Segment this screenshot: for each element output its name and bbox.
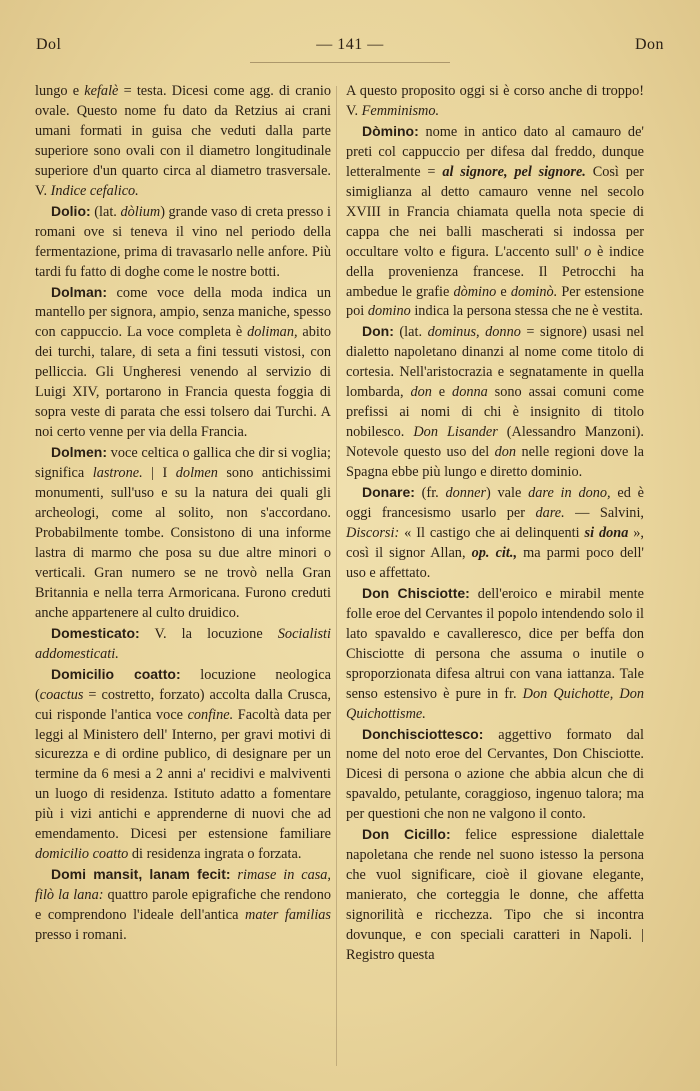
body-text: nome in antico dato al camauro de' preti col cappuccio per difesa dal freddo, dunque letteralmente = [346, 123, 644, 180]
entry-headword: Dòmino: [362, 122, 419, 139]
dictionary-entry [35, 865, 331, 946]
header-left-guide-word: Dol [36, 36, 62, 53]
emphasized-text: dolmen [175, 465, 218, 482]
dictionary-entry [35, 443, 331, 624]
entry-headword: Dolmen: [51, 444, 107, 461]
body-text: A questo proposito oggi si è corso anche di troppo! V. [346, 83, 644, 119]
page-number: — 141 — [316, 36, 384, 53]
body-text: », così il signor Allan, [346, 524, 644, 561]
body-text: e [431, 384, 453, 401]
header-rule [250, 62, 450, 63]
left-column [35, 82, 331, 946]
body-text: « Il castigo che ai delinquenti [399, 524, 585, 541]
entry-headword: Don Cicillo: [362, 826, 451, 843]
body-text: ) vale [486, 485, 529, 502]
body-text: è indice della provenienza francese. Il Petrocchi ha ambedue le grafie [346, 243, 644, 300]
body-text: = costretto, forzato) accolta dalla Crusca, cui risponde l'antica voce [35, 686, 331, 723]
body-text: (Alessandro Manzoni). Notevole questo uso del [346, 424, 645, 461]
dictionary-entry [35, 202, 331, 283]
emphasized-text: dòmino [453, 283, 497, 300]
body-text: Così per simiglianza al detto camauro venne nel secolo XVIII in Francia chiamata quella nota specie di cappa che nei balli mascherati si indossa per occultare volto e figura. L'accento sull' [346, 163, 644, 260]
body-text: felice espressione dialettale napoletana che rende nel suono istesso la persona che vuol significare, cioè il giovane elegante, manierato, che corteggia le donne, che affetta signorilità e ricchezza. Tipo che si incontra dovunque, e con speciali caratteri in Napoli. | Registro questa [346, 827, 644, 963]
body-text: ed è oggi francesismo usarlo per [346, 485, 644, 522]
dictionary-entry [35, 624, 331, 665]
emphasized-text: rimase in casa, filò la lana: [35, 867, 332, 904]
emphasized-text: Discorsi: [346, 524, 400, 541]
dictionary-entry [346, 584, 644, 725]
emphasized-text: mater familias [245, 907, 331, 924]
body-text: abito dei turchi, talare, di seta a fini tessuti vistosi, con pelliccia. Gli Ungheresi venendo al servizio di Luigi XIV, portarono in Francia questa foggia di sopra veste di parata che essi tolsero dai Turchi. A noi certo venne per via della Francia. [35, 324, 331, 441]
running-header [36, 36, 664, 58]
entry-headword: Domicilio coatto: [51, 665, 181, 682]
dictionary-entry [35, 665, 331, 866]
entry-headword: Domi mansit, lanam fecit: [51, 866, 231, 883]
body-text: ma parmi poco dell' uso e affettato. [346, 544, 645, 581]
body-text: nelle regioni dove la Spagna ebbe più lungo e diretto dominio. [346, 444, 644, 481]
emphasized-text: lastrone. [92, 465, 143, 482]
entry-headword: Don: [362, 323, 394, 340]
column-divider [336, 86, 337, 1066]
entry-continuation [35, 82, 331, 202]
entry-headword: Domesticato: [51, 624, 140, 641]
emphasized-text: al signore, pel signore. [442, 163, 586, 180]
entry-headword: Dolman: [51, 283, 107, 300]
body-text: sono assai comuni come prefissi ai nomi di chi è insignito di titolo nobilesco. [346, 384, 644, 441]
body-text: presso i romani. [35, 927, 127, 944]
emphasized-text: confine. [187, 706, 234, 723]
emphasized-text: dòlium [120, 203, 161, 220]
body-text: Per estensione poi [346, 283, 645, 320]
emphasized-text: o [584, 243, 592, 260]
body-text: locuzione neologica ( [35, 666, 331, 703]
body-text: dell'eroico e mirabil mente folle eroe del Cervantes il popolo intendendo solo il lato spavaldo e cavalleresco, dice per beffa don Chisciotte di persona che assuma o inutile o sproporzionata difesa altrui con vana iattanza. Tale senso estensivo è pure in fr. [346, 585, 644, 702]
emphasized-text: doliman, [247, 324, 298, 341]
entry-headword: Don Chisciotte: [362, 584, 470, 601]
body-text: ) grande vaso di creta presso i romani ove si teneva il vino nel periodo della fermentazione, prima di travasarlo nelle anfore. Più tardi fu fatto di doghe come le nostre botti. [35, 203, 331, 280]
body-text: aggettivo formato dal nome del noto eroe del Cervantes, Don Chisciotte. Dicesi di persona o azione che abbia alcun che di spavaldo, petulante, coraggioso, ingenuo talora; ma per questioni che non ne valgono il conto. [346, 726, 644, 823]
dictionary-entry [346, 322, 644, 483]
emphasized-text: Don Lisander [413, 424, 498, 441]
body-text: (lat. [90, 203, 121, 220]
entry-headword: Donchisciottesco: [362, 725, 484, 742]
body-text: V. la locuzione [139, 625, 278, 642]
entry-headword: Dolio: [51, 202, 91, 219]
emphasized-text: Don Quichotte, Don Quichottisme. [346, 685, 644, 722]
emphasized-text: kefalè [84, 83, 119, 99]
emphasized-text: domicilio coatto [35, 846, 129, 863]
right-column [346, 82, 644, 966]
body-text: indica la persona stessa che ne è vestita. [410, 303, 643, 320]
body-text: Facoltà data per leggi al Ministero dell' Interno, per gravi motivi di sicurezza e di ordine publico, di designare per un termine da 6 mesi a 2 anni a' recidivi e malviventi un luogo di residenza. Istituto adatto a fomentare più i vizi antichi e apprenderne di nuovi che ad emendamento. Dicesi per estensione familiare [35, 706, 332, 843]
body-text: di residenza ingrata o forzata. [128, 846, 302, 863]
body-text: sono antichissimi monumenti, sull'uso e su la natura dei quali gli archeologi, come al solito, non s'accordano. Probabilmente tombe. Consistono di una informe lastra di marmo che posa su due altre minori o verticali. Gran numero se ne trovò nella Gran Britannia e nella terra Armoricana. Furono creduti anche appartenere al culto druidico. [35, 465, 331, 621]
dictionary-entry [346, 483, 644, 584]
emphasized-text: don [410, 384, 432, 401]
header-right-guide-word: Don [634, 36, 664, 53]
dictionary-entry [35, 283, 331, 444]
emphasized-text: don [494, 444, 517, 461]
emphasized-text: dare in dono, [528, 485, 611, 502]
emphasized-text: domino [367, 303, 411, 320]
emphasized-text: donna [452, 384, 488, 401]
emphasized-text: op. cit., [471, 544, 518, 561]
body-text: (fr. [414, 485, 446, 502]
body-text: come voce della moda indica un mantello per signora, ampio, senza maniche, spesso con cappuccio. La voce completa è [35, 284, 331, 341]
body-text: = testa. Dicesi come agg. di cranio ovale. Questo nome fu dato da Retzius ai crani umani formati in guisa che veduti dalla parte superiore sono ovali con il diametro longitudinale superiore d'un quarto circa al diametro trasversale. V. [35, 83, 331, 199]
dictionary-entry [346, 725, 644, 826]
body-text: e [496, 283, 511, 300]
emphasized-text: donner [445, 485, 487, 502]
dictionary-entry [346, 825, 644, 966]
emphasized-text: Indice cefalico. [50, 182, 139, 199]
body-text: = signore) usasi nel dialetto napoletano dinanzi al nome come titolo di cortesia. Nell'aristocrazia e segnatamente in quella lombarda, [346, 324, 644, 401]
body-text: | I [142, 465, 176, 482]
emphasized-text: dominò. [510, 283, 558, 300]
body-text: lungo e [35, 83, 85, 99]
entry-headword: Donare: [362, 484, 415, 501]
emphasized-text: coactus [39, 686, 84, 703]
emphasized-text: Femminismo. [361, 102, 440, 119]
body-text: (lat. [393, 324, 428, 341]
emphasized-text: si dona [584, 524, 629, 541]
body-text: — Salvini, [564, 505, 644, 522]
body-text: voce celtica o gallica che dir si voglia; significa [35, 445, 331, 482]
emphasized-text: dominus, donno [427, 324, 521, 341]
body-text: quattro parole epigrafiche che rendono e comprendono l'ideale dell'antica [35, 887, 332, 924]
emphasized-text: Socialisti addomesticati. [35, 625, 331, 662]
dictionary-entry [346, 122, 644, 323]
emphasized-text: dare. [535, 505, 565, 522]
entry-continuation [346, 82, 644, 122]
